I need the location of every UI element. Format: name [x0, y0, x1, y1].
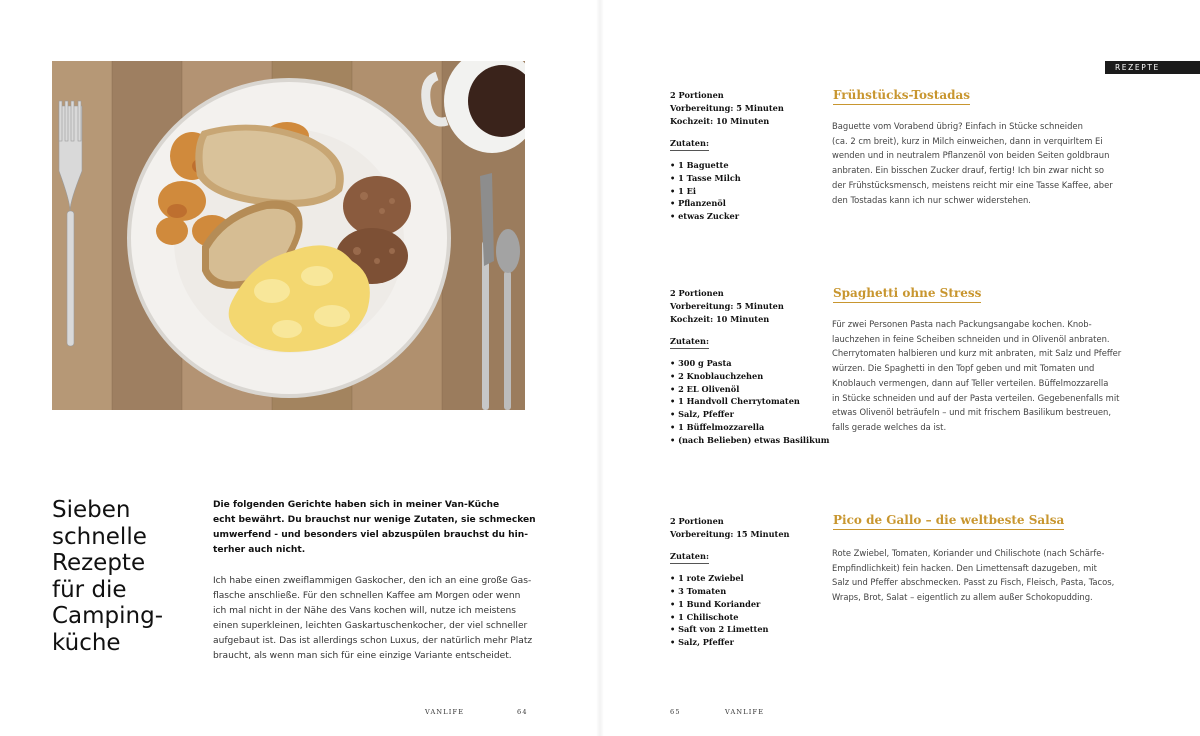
recipe-body-line: falls gerade welches da ist.: [832, 421, 947, 432]
recipe-meta-line: Vorbereitung: 5 Minuten: [670, 300, 784, 311]
intro-lead-line: echt bewährt. Du brauchst nur wenige Zutaten, sie schmecken: [213, 515, 536, 525]
recipe-meta-line: Vorbereitung: 15 Minuten: [670, 528, 790, 539]
recipe-body-1: [832, 119, 1152, 207]
intro-lead-line: Die folgenden Gerichte haben sich in meiner Van-Küche: [213, 500, 500, 510]
ingredient-item: • 300 g Pasta: [670, 357, 830, 370]
recipe-meta-2: [670, 287, 830, 447]
recipe-body-line: der Frühstücksmensch, meistens reicht mir eine Tasse Kaffee, aber: [832, 179, 1113, 190]
recipe-title-3: Pico de Gallo – die weltbeste Salsa: [833, 513, 1064, 530]
ingredient-item: • etwas Zucker: [670, 210, 830, 223]
book-spine: [596, 0, 604, 736]
ingredient-item: • 2 EL Olivenöl: [670, 383, 830, 396]
recipe-body-line: in Stücke schneiden und auf der Pasta verteilen. Gegebenenfalls mit: [832, 392, 1120, 403]
intro-paragraph-line: Ich habe einen zweiflammigen Gaskocher, den ich an eine große Gas-: [213, 576, 532, 586]
chapter-title-line: küche: [52, 629, 121, 656]
ingredients-list: [670, 159, 830, 224]
intro-lead: [213, 498, 536, 558]
ingredient-item: • 1 Ei: [670, 185, 830, 198]
recipe-body-line: würzen. Die Spaghetti in den Topf geben und mit Tomaten und: [832, 363, 1095, 374]
ingredients-heading: Zutaten:: [670, 138, 709, 151]
page-number-left: 64: [517, 708, 528, 716]
ingredient-item: • Salz, Pfeffer: [670, 408, 830, 421]
ingredient-item: • 2 Knoblauchzehen: [670, 370, 830, 383]
intro-text: [213, 498, 536, 664]
intro-paragraph-line: flasche anschließe. Für den schnellen Kaffee am Morgen oder wenn: [213, 591, 521, 601]
ingredients-list: [670, 572, 830, 649]
ingredient-item: • 3 Tomaten: [670, 585, 830, 598]
chapter-title: [52, 497, 202, 656]
intro-paragraph: [213, 574, 533, 664]
intro-lead-line: umwerfend - und besonders viel abzuspülen brauchst du hin-: [213, 530, 529, 540]
recipe-body-line: Empfindlichkeit) fein hacken. Den Limettensaft dazugeben, mit: [832, 562, 1097, 573]
ingredient-item: • 1 Chilischote: [670, 611, 830, 624]
chapter-title-line: schnelle: [52, 523, 147, 550]
recipe-meta-line: 2 Portionen: [670, 288, 724, 298]
recipe-body-line: wenden und in neutralem Pflanzenöl von beiden Seiten goldbraun: [832, 150, 1110, 161]
ingredients-heading: Zutaten:: [670, 336, 709, 349]
recipe-body-line: Cherrytomaten halbieren und kurz mit anbraten, mit Salz und Pfeffer: [832, 348, 1122, 359]
page-number-right: 65: [670, 708, 681, 716]
recipe-meta-3: [670, 515, 830, 649]
chapter-title-line: für die: [52, 576, 127, 603]
recipe-body-line: Rote Zwiebel, Tomaten, Koriander und Chilischote (nach Schärfe-: [832, 548, 1105, 558]
recipe-body-line: Wraps, Brot, Salat – eigentlich zu allem außer Schokopudding.: [832, 592, 1093, 603]
recipe-body-line: etwas Olivenöl beträufeln – und mit frischem Basilikum bestreuen,: [832, 407, 1111, 418]
recipe-body-line: Für zwei Personen Pasta nach Packungsangabe kochen. Knob-: [832, 319, 1092, 329]
recipe-body-line: Baguette vom Vorabend übrig? Einfach in Stücke schneiden: [832, 121, 1083, 131]
ingredient-item: • 1 Büffelmozzarella: [670, 421, 830, 434]
recipe-body-line: (ca. 2 cm breit), kurz in Milch einweichen, dann in verquirltem Ei: [832, 135, 1103, 146]
breakfast-photo: [52, 61, 525, 410]
intro-paragraph-line: braucht, als wenn man sich für eine einzige Variante entscheidet.: [213, 651, 512, 661]
recipe-title-1: Frühstücks-Tostadas: [833, 88, 970, 105]
ingredient-item: • 1 rote Zwiebel: [670, 572, 830, 585]
intro-paragraph-line: ich mal nicht in der Nähe des Vans kochen will, nutze ich meistens: [213, 606, 517, 616]
ingredient-item: • Pflanzenöl: [670, 197, 830, 210]
recipe-body-line: Salz und Pfeffer abschmecken. Passt zu Fisch, Fleisch, Pasta, Tacos,: [832, 577, 1115, 588]
recipe-meta-line: 2 Portionen: [670, 516, 724, 526]
recipe-body-3: [832, 546, 1152, 605]
recipe-body-line: den Tostadas kann ich nur schwer widerstehen.: [832, 194, 1031, 205]
ingredient-item: • 1 Bund Koriander: [670, 598, 830, 611]
recipe-title-2: Spaghetti ohne Stress: [833, 286, 981, 303]
recipe-meta-line: Vorbereitung: 5 Minuten: [670, 102, 784, 113]
footer-label-right: VANLIFE: [725, 708, 765, 716]
footer-label-left: VANLIFE: [425, 708, 465, 716]
chapter-title-line: Sieben: [52, 497, 131, 523]
ingredient-item: • Saft von 2 Limetten: [670, 623, 830, 636]
intro-lead-line: terher auch nicht.: [213, 545, 306, 555]
section-tag: REZEPTE: [1105, 61, 1200, 74]
ingredient-item: • 1 Handvoll Cherrytomaten: [670, 395, 830, 408]
recipe-meta-line: 2 Portionen: [670, 90, 724, 100]
ingredient-item: • Salz, Pfeffer: [670, 636, 830, 649]
intro-paragraph-line: einen superkleinen, leichten Gaskartuschenkocher, der viel schneller: [213, 621, 528, 631]
intro-paragraph-line: aufgebaut ist. Das ist allerdings schon Luxus, der natürlich mehr Platz: [213, 636, 533, 646]
ingredients-heading: Zutaten:: [670, 551, 709, 564]
recipe-body-line: anbraten. Ein bisschen Zucker drauf, fertig! Ich bin zwar nicht so: [832, 165, 1104, 176]
ingredient-item: • (nach Belieben) etwas Basilikum: [670, 434, 830, 447]
recipe-meta-line: Kochzeit: 10 Minuten: [670, 313, 770, 324]
recipe-body-line: Knoblauch vermengen, dann auf Teller verteilen. Büffelmozzarella: [832, 377, 1109, 388]
chapter-title-line: Rezepte: [52, 550, 146, 576]
ingredient-item: • 1 Tasse Milch: [670, 172, 830, 185]
ingredient-item: • 1 Baguette: [670, 159, 830, 172]
ingredients-list: [670, 357, 830, 447]
recipe-meta-line: Kochzeit: 10 Minuten: [670, 115, 770, 126]
recipe-meta-1: [670, 89, 830, 223]
chapter-title-line: Camping-: [52, 603, 164, 629]
recipe-body-2: [832, 317, 1152, 435]
recipe-body-line: lauchzehen in feine Scheiben schneiden und in Olivenöl anbraten.: [832, 333, 1110, 344]
